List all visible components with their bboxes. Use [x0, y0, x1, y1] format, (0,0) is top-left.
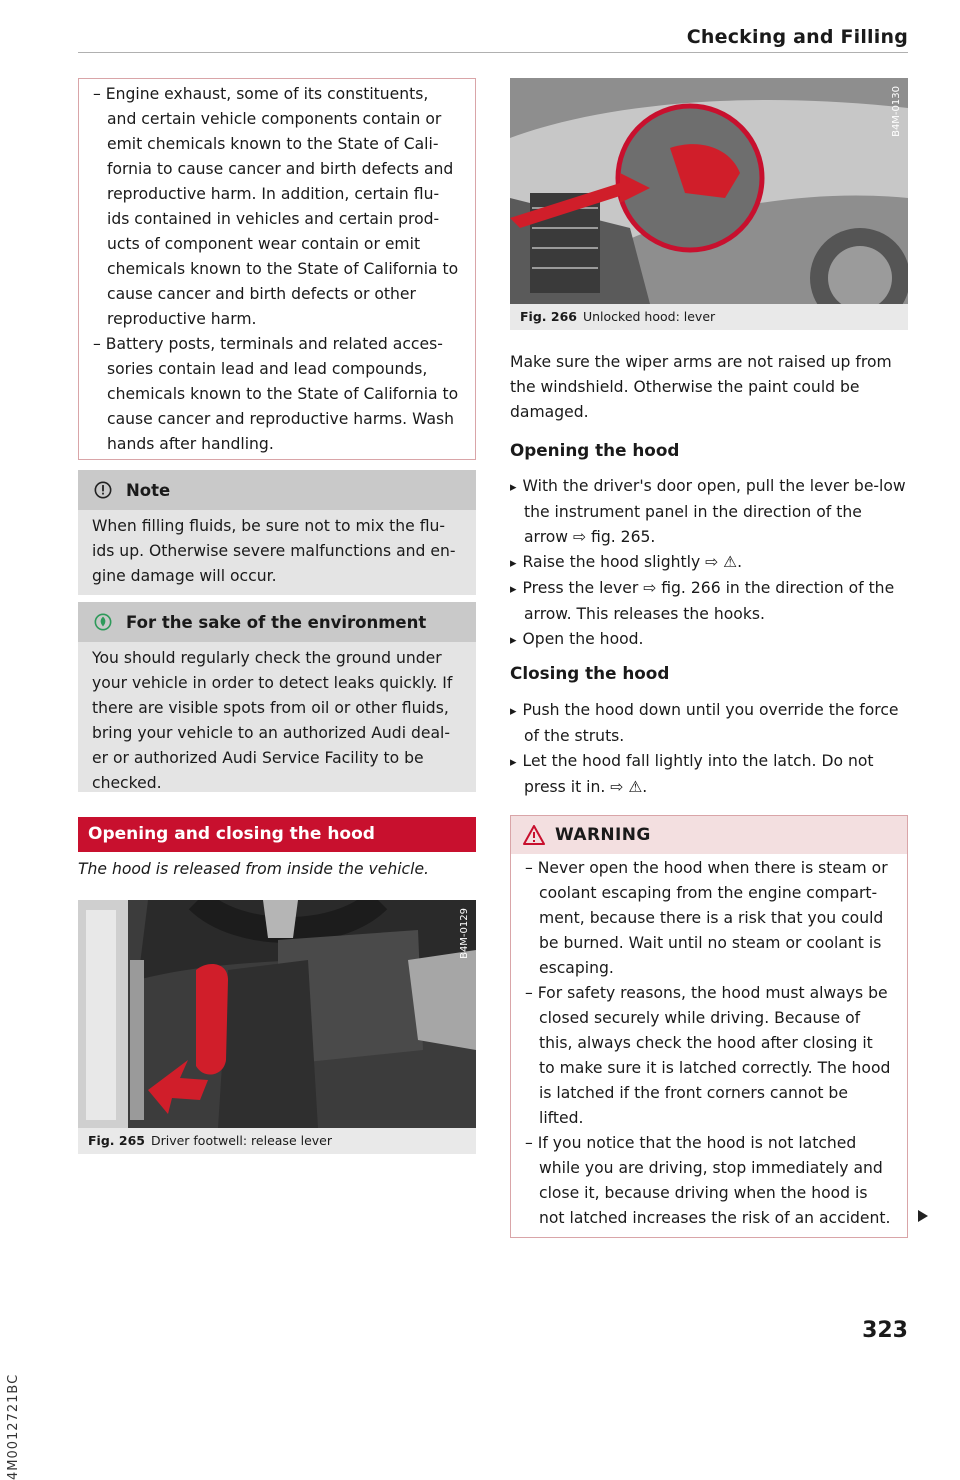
section-title: Opening and closing the hood	[78, 817, 476, 852]
list-item: ▸ With the driver's door open, pull the lever be-low the instrument panel in the direction of the arrow ⇨ fig. 265.	[510, 474, 908, 550]
info-icon	[94, 481, 112, 499]
closing-steps	[510, 698, 908, 800]
figure-265-image	[78, 900, 476, 1128]
header-rule	[78, 52, 908, 53]
warning-title: WARNING	[555, 824, 651, 845]
environment-icon	[94, 613, 112, 631]
figure-266-image	[510, 78, 908, 304]
figure-266-caption: Fig. 266 Unlocked hood: lever	[510, 304, 908, 330]
environment-text: You should regularly check the ground under your vehicle in order to detect leaks quickly. If there are visible spots from oil or other fluids, bring your vehicle to an authorized Audi deal-er or authorized Audi Service Facility to be checked.	[78, 642, 476, 792]
list-item: ▸ Let the hood fall lightly into the latch. Do not press it in. ⇨ ⚠.	[510, 749, 908, 800]
page-header-title: Checking and Filling	[686, 26, 908, 48]
continued-arrow-icon	[918, 1210, 928, 1222]
warning-header	[511, 816, 907, 854]
page-number: 323	[862, 1318, 908, 1343]
note-text: When filling fluids, be sure not to mix the flu-ids up. Otherwise severe malfunctions and en-gine damage will occur.	[78, 510, 476, 595]
list-item: – If you notice that the hood is not latched while you are driving, stop immediately and close it, because driving when the hood is not latched increases the risk of an accident.	[525, 1134, 891, 1227]
note-title: Note	[126, 480, 171, 500]
document-code: 4M0012721BC	[6, 1373, 21, 1480]
list-item: – Battery posts, terminals and related acces-sories contain lead and lead compounds, chemicals known to the State of California to cause cancer and reproductive harms. Wash hands after handling.	[93, 335, 459, 453]
list-item: ▸ Open the hood.	[510, 627, 908, 653]
figure-265-caption: Fig. 265 Driver footwell: release lever	[78, 1128, 476, 1154]
list-item: – Never open the hood when there is steam or coolant escaping from the engine compart-ment, because there is a risk that you could be burned. Wait until no steam or coolant is escaping.	[525, 859, 888, 977]
environment-header	[78, 602, 476, 642]
list-item: – Engine exhaust, some of its constituents, and certain vehicle components contain or emit chemicals known to the State of Cali-fornia to cause cancer and birth defects and reproductive harm. In addition, certain flu-ids contained in vehicles and certain prod-ucts of component wear contain or emit chemicals known to the State of California to cause cancer and birth defects or other reproductive harm.	[93, 85, 459, 328]
california-warning-box	[78, 78, 476, 460]
note-header	[78, 470, 476, 510]
section-subtitle: The hood is released from inside the vehicle.	[78, 860, 430, 878]
driver-footwell-illustration	[78, 900, 476, 1128]
opening-hood-heading: Opening the hood	[510, 440, 680, 460]
opening-steps	[510, 474, 908, 653]
figure-code: B4M-0130	[891, 86, 902, 137]
list-item: ▸ Press the lever ⇨ fig. 266 in the direction of the arrow. This releases the hooks.	[510, 576, 908, 627]
closing-hood-heading: Closing the hood	[510, 663, 670, 683]
figure-code: B4M-0129	[459, 908, 470, 959]
list-item: – For safety reasons, the hood must always be closed securely while driving. Because of this, always check the hood after closing it to make sure it is latched correctly. The hood is latched if the front corners cannot be lifted.	[525, 984, 891, 1127]
unlocked-hood-illustration	[510, 78, 908, 304]
list-item: ▸ Push the hood down until you override the force of the struts.	[510, 698, 908, 749]
list-item: ▸ Raise the hood slightly ⇨ ⚠.	[510, 550, 908, 576]
intro-text: Make sure the wiper arms are not raised up from the windshield. Otherwise the paint could be damaged.	[510, 353, 892, 421]
warning-box	[510, 815, 908, 1238]
warning-triangle-icon	[523, 825, 545, 845]
environment-title: For the sake of the environment	[126, 612, 427, 632]
